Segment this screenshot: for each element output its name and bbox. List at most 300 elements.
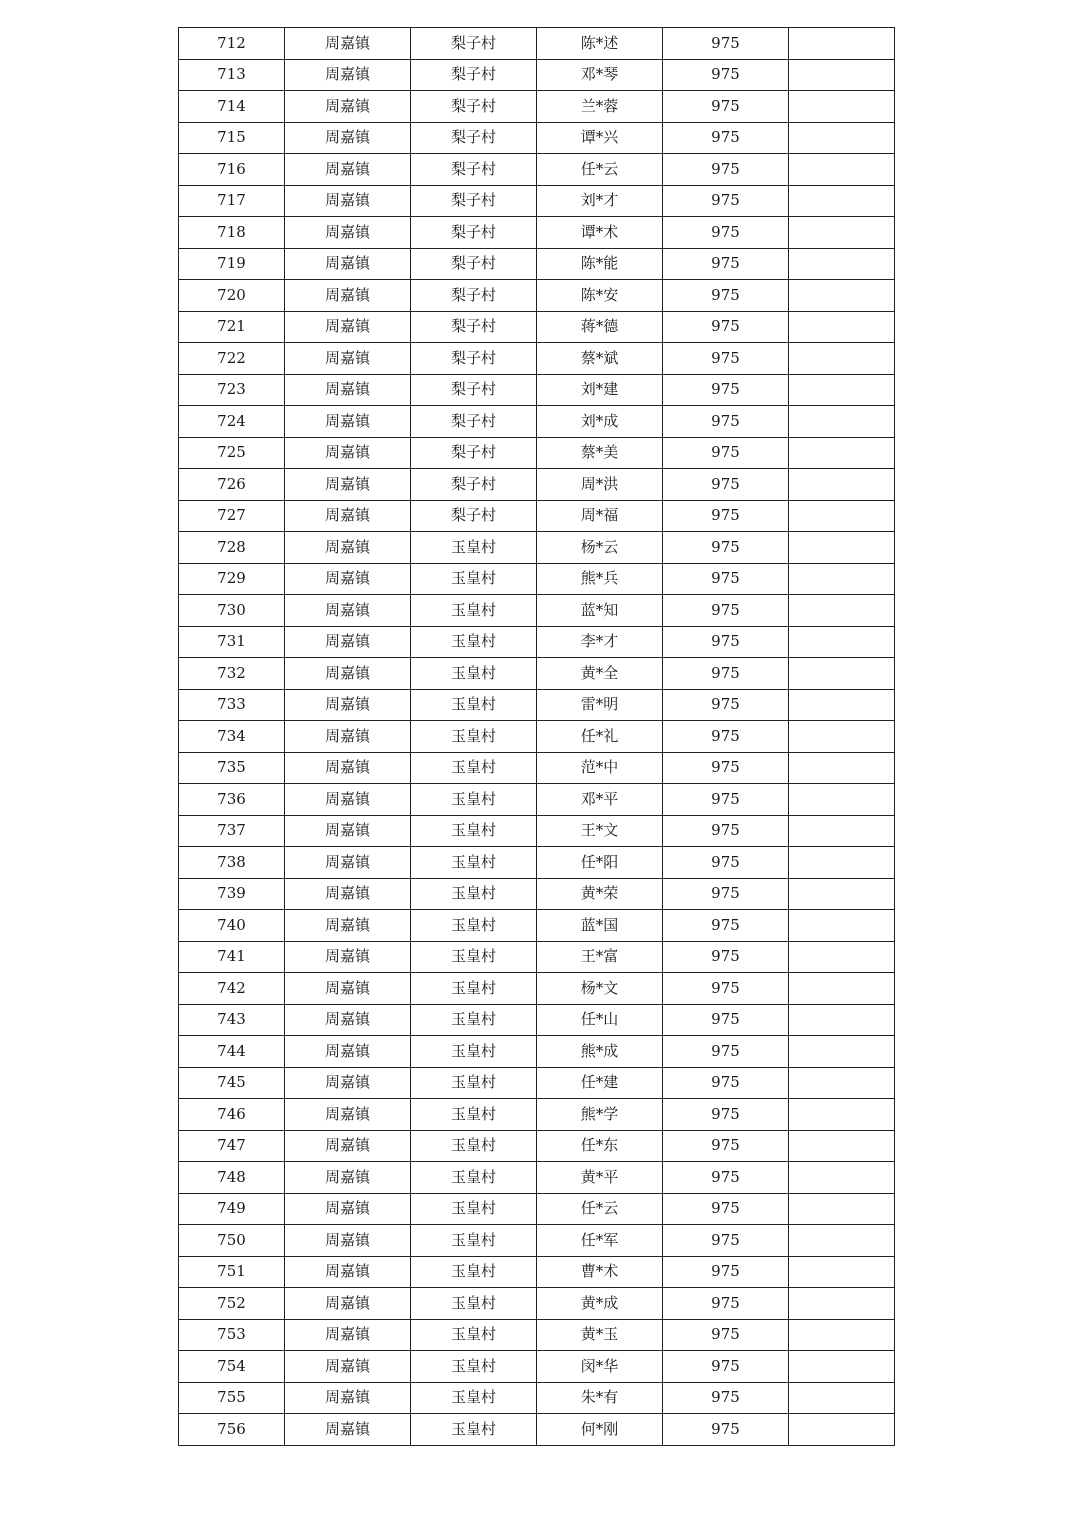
note-cell xyxy=(789,1414,895,1446)
name-cell: 蓝*国 xyxy=(537,910,663,942)
note-cell xyxy=(789,721,895,753)
town-cell: 周嘉镇 xyxy=(285,1067,411,1099)
table-row xyxy=(179,500,895,532)
note-cell xyxy=(789,626,895,658)
row-number-cell: 741 xyxy=(179,941,285,973)
table-row xyxy=(179,1414,895,1446)
table-row xyxy=(179,122,895,154)
note-cell xyxy=(789,437,895,469)
table-row xyxy=(179,406,895,438)
note-cell xyxy=(789,910,895,942)
table-row xyxy=(179,1193,895,1225)
village-cell: 梨子村 xyxy=(411,280,537,312)
name-cell: 蔡*美 xyxy=(537,437,663,469)
village-cell: 玉皇村 xyxy=(411,563,537,595)
name-cell: 刘*才 xyxy=(537,185,663,217)
table-row xyxy=(179,721,895,753)
row-number-cell: 747 xyxy=(179,1130,285,1162)
row-number-cell: 718 xyxy=(179,217,285,249)
table-row xyxy=(179,437,895,469)
name-cell: 任*礼 xyxy=(537,721,663,753)
table-row xyxy=(179,1099,895,1131)
name-cell: 杨*云 xyxy=(537,532,663,564)
town-cell: 周嘉镇 xyxy=(285,248,411,280)
village-cell: 玉皇村 xyxy=(411,941,537,973)
village-cell: 玉皇村 xyxy=(411,973,537,1005)
village-cell: 梨子村 xyxy=(411,59,537,91)
table-row xyxy=(179,752,895,784)
row-number-cell: 727 xyxy=(179,500,285,532)
amount-cell: 975 xyxy=(663,1004,789,1036)
row-number-cell: 736 xyxy=(179,784,285,816)
amount-cell: 975 xyxy=(663,752,789,784)
amount-cell: 975 xyxy=(663,500,789,532)
row-number-cell: 735 xyxy=(179,752,285,784)
row-number-cell: 738 xyxy=(179,847,285,879)
name-cell: 刘*成 xyxy=(537,406,663,438)
village-cell: 梨子村 xyxy=(411,28,537,60)
note-cell xyxy=(789,311,895,343)
table-row xyxy=(179,91,895,123)
name-cell: 蒋*德 xyxy=(537,311,663,343)
name-cell: 王*富 xyxy=(537,941,663,973)
name-cell: 黄*玉 xyxy=(537,1319,663,1351)
village-cell: 玉皇村 xyxy=(411,1130,537,1162)
town-cell: 周嘉镇 xyxy=(285,1382,411,1414)
amount-cell: 975 xyxy=(663,1130,789,1162)
note-cell xyxy=(789,1099,895,1131)
amount-cell: 975 xyxy=(663,28,789,60)
table-row xyxy=(179,1319,895,1351)
row-number-cell: 729 xyxy=(179,563,285,595)
note-cell xyxy=(789,1004,895,1036)
note-cell xyxy=(789,1036,895,1068)
note-cell xyxy=(789,185,895,217)
table-row xyxy=(179,1067,895,1099)
amount-cell: 975 xyxy=(663,1193,789,1225)
row-number-cell: 724 xyxy=(179,406,285,438)
note-cell xyxy=(789,658,895,690)
amount-cell: 975 xyxy=(663,1067,789,1099)
village-cell: 玉皇村 xyxy=(411,1004,537,1036)
town-cell: 周嘉镇 xyxy=(285,374,411,406)
table-row xyxy=(179,815,895,847)
note-cell xyxy=(789,280,895,312)
table-row xyxy=(179,185,895,217)
village-cell: 玉皇村 xyxy=(411,721,537,753)
table-row xyxy=(179,626,895,658)
row-number-cell: 713 xyxy=(179,59,285,91)
row-number-cell: 755 xyxy=(179,1382,285,1414)
village-cell: 玉皇村 xyxy=(411,1351,537,1383)
amount-cell: 975 xyxy=(663,563,789,595)
row-number-cell: 750 xyxy=(179,1225,285,1257)
town-cell: 周嘉镇 xyxy=(285,595,411,627)
note-cell xyxy=(789,374,895,406)
row-number-cell: 739 xyxy=(179,878,285,910)
roster-table-body xyxy=(179,28,895,1446)
town-cell: 周嘉镇 xyxy=(285,941,411,973)
town-cell: 周嘉镇 xyxy=(285,721,411,753)
amount-cell: 975 xyxy=(663,122,789,154)
village-cell: 玉皇村 xyxy=(411,626,537,658)
village-cell: 玉皇村 xyxy=(411,1225,537,1257)
town-cell: 周嘉镇 xyxy=(285,154,411,186)
town-cell: 周嘉镇 xyxy=(285,1036,411,1068)
name-cell: 陈*安 xyxy=(537,280,663,312)
table-row xyxy=(179,563,895,595)
amount-cell: 975 xyxy=(663,532,789,564)
row-number-cell: 731 xyxy=(179,626,285,658)
table-row xyxy=(179,1162,895,1194)
amount-cell: 975 xyxy=(663,1351,789,1383)
amount-cell: 975 xyxy=(663,311,789,343)
note-cell xyxy=(789,91,895,123)
village-cell: 梨子村 xyxy=(411,437,537,469)
amount-cell: 975 xyxy=(663,374,789,406)
note-cell xyxy=(789,500,895,532)
row-number-cell: 743 xyxy=(179,1004,285,1036)
name-cell: 周*洪 xyxy=(537,469,663,501)
note-cell xyxy=(789,595,895,627)
village-cell: 玉皇村 xyxy=(411,689,537,721)
name-cell: 王*文 xyxy=(537,815,663,847)
note-cell xyxy=(789,973,895,1005)
town-cell: 周嘉镇 xyxy=(285,1225,411,1257)
village-cell: 玉皇村 xyxy=(411,1099,537,1131)
amount-cell: 975 xyxy=(663,280,789,312)
note-cell xyxy=(789,752,895,784)
name-cell: 任*军 xyxy=(537,1225,663,1257)
table-row xyxy=(179,1225,895,1257)
village-cell: 梨子村 xyxy=(411,343,537,375)
town-cell: 周嘉镇 xyxy=(285,122,411,154)
town-cell: 周嘉镇 xyxy=(285,973,411,1005)
table-row xyxy=(179,469,895,501)
table-row xyxy=(179,847,895,879)
town-cell: 周嘉镇 xyxy=(285,406,411,438)
row-number-cell: 746 xyxy=(179,1099,285,1131)
table-row xyxy=(179,1351,895,1383)
village-cell: 玉皇村 xyxy=(411,1414,537,1446)
name-cell: 邓*平 xyxy=(537,784,663,816)
village-cell: 玉皇村 xyxy=(411,1036,537,1068)
town-cell: 周嘉镇 xyxy=(285,1351,411,1383)
note-cell xyxy=(789,1067,895,1099)
amount-cell: 975 xyxy=(663,1036,789,1068)
name-cell: 邓*琴 xyxy=(537,59,663,91)
town-cell: 周嘉镇 xyxy=(285,1288,411,1320)
name-cell: 黄*荣 xyxy=(537,878,663,910)
name-cell: 刘*建 xyxy=(537,374,663,406)
village-cell: 梨子村 xyxy=(411,185,537,217)
name-cell: 何*刚 xyxy=(537,1414,663,1446)
row-number-cell: 749 xyxy=(179,1193,285,1225)
amount-cell: 975 xyxy=(663,343,789,375)
town-cell: 周嘉镇 xyxy=(285,91,411,123)
village-cell: 梨子村 xyxy=(411,469,537,501)
amount-cell: 975 xyxy=(663,595,789,627)
note-cell xyxy=(789,59,895,91)
note-cell xyxy=(789,689,895,721)
name-cell: 任*东 xyxy=(537,1130,663,1162)
table-row xyxy=(179,311,895,343)
amount-cell: 975 xyxy=(663,878,789,910)
village-cell: 玉皇村 xyxy=(411,878,537,910)
town-cell: 周嘉镇 xyxy=(285,59,411,91)
town-cell: 周嘉镇 xyxy=(285,878,411,910)
name-cell: 曹*术 xyxy=(537,1256,663,1288)
village-cell: 梨子村 xyxy=(411,374,537,406)
table-row xyxy=(179,532,895,564)
town-cell: 周嘉镇 xyxy=(285,185,411,217)
row-number-cell: 744 xyxy=(179,1036,285,1068)
row-number-cell: 740 xyxy=(179,910,285,942)
amount-cell: 975 xyxy=(663,658,789,690)
row-number-cell: 722 xyxy=(179,343,285,375)
amount-cell: 975 xyxy=(663,941,789,973)
village-cell: 梨子村 xyxy=(411,154,537,186)
town-cell: 周嘉镇 xyxy=(285,1256,411,1288)
table-row xyxy=(179,1036,895,1068)
name-cell: 黄*全 xyxy=(537,658,663,690)
amount-cell: 975 xyxy=(663,1162,789,1194)
town-cell: 周嘉镇 xyxy=(285,1004,411,1036)
row-number-cell: 719 xyxy=(179,248,285,280)
row-number-cell: 723 xyxy=(179,374,285,406)
amount-cell: 975 xyxy=(663,721,789,753)
town-cell: 周嘉镇 xyxy=(285,437,411,469)
table-row xyxy=(179,689,895,721)
village-cell: 玉皇村 xyxy=(411,1382,537,1414)
table-row xyxy=(179,1130,895,1162)
amount-cell: 975 xyxy=(663,406,789,438)
village-cell: 玉皇村 xyxy=(411,532,537,564)
note-cell xyxy=(789,1130,895,1162)
row-number-cell: 732 xyxy=(179,658,285,690)
note-cell xyxy=(789,217,895,249)
town-cell: 周嘉镇 xyxy=(285,626,411,658)
town-cell: 周嘉镇 xyxy=(285,1130,411,1162)
name-cell: 杨*文 xyxy=(537,973,663,1005)
note-cell xyxy=(789,1382,895,1414)
row-number-cell: 748 xyxy=(179,1162,285,1194)
name-cell: 兰*蓉 xyxy=(537,91,663,123)
row-number-cell: 728 xyxy=(179,532,285,564)
town-cell: 周嘉镇 xyxy=(285,1099,411,1131)
table-row xyxy=(179,28,895,60)
town-cell: 周嘉镇 xyxy=(285,689,411,721)
note-cell xyxy=(789,1162,895,1194)
row-number-cell: 715 xyxy=(179,122,285,154)
row-number-cell: 721 xyxy=(179,311,285,343)
town-cell: 周嘉镇 xyxy=(285,784,411,816)
note-cell xyxy=(789,1256,895,1288)
village-cell: 梨子村 xyxy=(411,311,537,343)
row-number-cell: 730 xyxy=(179,595,285,627)
note-cell xyxy=(789,941,895,973)
village-cell: 玉皇村 xyxy=(411,1193,537,1225)
row-number-cell: 716 xyxy=(179,154,285,186)
note-cell xyxy=(789,1319,895,1351)
name-cell: 闵*华 xyxy=(537,1351,663,1383)
row-number-cell: 756 xyxy=(179,1414,285,1446)
village-cell: 玉皇村 xyxy=(411,815,537,847)
amount-cell: 975 xyxy=(663,1256,789,1288)
amount-cell: 975 xyxy=(663,1319,789,1351)
table-row xyxy=(179,1288,895,1320)
table-row xyxy=(179,941,895,973)
note-cell xyxy=(789,1288,895,1320)
name-cell: 蓝*知 xyxy=(537,595,663,627)
row-number-cell: 734 xyxy=(179,721,285,753)
village-cell: 梨子村 xyxy=(411,406,537,438)
roster-table xyxy=(178,27,895,1446)
table-row xyxy=(179,374,895,406)
name-cell: 熊*成 xyxy=(537,1036,663,1068)
name-cell: 熊*学 xyxy=(537,1099,663,1131)
town-cell: 周嘉镇 xyxy=(285,1414,411,1446)
name-cell: 朱*有 xyxy=(537,1382,663,1414)
name-cell: 蔡*斌 xyxy=(537,343,663,375)
note-cell xyxy=(789,815,895,847)
town-cell: 周嘉镇 xyxy=(285,280,411,312)
town-cell: 周嘉镇 xyxy=(285,1319,411,1351)
name-cell: 任*山 xyxy=(537,1004,663,1036)
row-number-cell: 714 xyxy=(179,91,285,123)
name-cell: 范*中 xyxy=(537,752,663,784)
row-number-cell: 712 xyxy=(179,28,285,60)
name-cell: 任*建 xyxy=(537,1067,663,1099)
town-cell: 周嘉镇 xyxy=(285,658,411,690)
table-row xyxy=(179,595,895,627)
note-cell xyxy=(789,122,895,154)
village-cell: 梨子村 xyxy=(411,122,537,154)
amount-cell: 975 xyxy=(663,689,789,721)
town-cell: 周嘉镇 xyxy=(285,311,411,343)
table-row xyxy=(179,248,895,280)
table-row xyxy=(179,343,895,375)
row-number-cell: 742 xyxy=(179,973,285,1005)
note-cell xyxy=(789,847,895,879)
village-cell: 玉皇村 xyxy=(411,1162,537,1194)
amount-cell: 975 xyxy=(663,1099,789,1131)
town-cell: 周嘉镇 xyxy=(285,469,411,501)
row-number-cell: 745 xyxy=(179,1067,285,1099)
amount-cell: 975 xyxy=(663,91,789,123)
note-cell xyxy=(789,1193,895,1225)
amount-cell: 975 xyxy=(663,59,789,91)
table-row xyxy=(179,878,895,910)
row-number-cell: 725 xyxy=(179,437,285,469)
name-cell: 任*阳 xyxy=(537,847,663,879)
note-cell xyxy=(789,532,895,564)
row-number-cell: 717 xyxy=(179,185,285,217)
amount-cell: 975 xyxy=(663,1288,789,1320)
amount-cell: 975 xyxy=(663,973,789,1005)
row-number-cell: 752 xyxy=(179,1288,285,1320)
table-row xyxy=(179,154,895,186)
town-cell: 周嘉镇 xyxy=(285,532,411,564)
town-cell: 周嘉镇 xyxy=(285,1193,411,1225)
amount-cell: 975 xyxy=(663,217,789,249)
village-cell: 玉皇村 xyxy=(411,1288,537,1320)
note-cell xyxy=(789,1351,895,1383)
row-number-cell: 720 xyxy=(179,280,285,312)
amount-cell: 975 xyxy=(663,1382,789,1414)
note-cell xyxy=(789,469,895,501)
village-cell: 玉皇村 xyxy=(411,1256,537,1288)
village-cell: 玉皇村 xyxy=(411,847,537,879)
row-number-cell: 751 xyxy=(179,1256,285,1288)
table-row xyxy=(179,973,895,1005)
row-number-cell: 754 xyxy=(179,1351,285,1383)
name-cell: 黄*成 xyxy=(537,1288,663,1320)
note-cell xyxy=(789,28,895,60)
amount-cell: 975 xyxy=(663,847,789,879)
town-cell: 周嘉镇 xyxy=(285,910,411,942)
name-cell: 任*云 xyxy=(537,1193,663,1225)
amount-cell: 975 xyxy=(663,910,789,942)
amount-cell: 975 xyxy=(663,1414,789,1446)
note-cell xyxy=(789,248,895,280)
note-cell xyxy=(789,784,895,816)
note-cell xyxy=(789,406,895,438)
table-row xyxy=(179,1256,895,1288)
town-cell: 周嘉镇 xyxy=(285,217,411,249)
name-cell: 黄*平 xyxy=(537,1162,663,1194)
table-row xyxy=(179,59,895,91)
table-row xyxy=(179,217,895,249)
town-cell: 周嘉镇 xyxy=(285,815,411,847)
name-cell: 李*才 xyxy=(537,626,663,658)
town-cell: 周嘉镇 xyxy=(285,752,411,784)
row-number-cell: 726 xyxy=(179,469,285,501)
row-number-cell: 737 xyxy=(179,815,285,847)
amount-cell: 975 xyxy=(663,815,789,847)
village-cell: 梨子村 xyxy=(411,248,537,280)
name-cell: 谭*兴 xyxy=(537,122,663,154)
town-cell: 周嘉镇 xyxy=(285,563,411,595)
amount-cell: 975 xyxy=(663,437,789,469)
name-cell: 陈*述 xyxy=(537,28,663,60)
row-number-cell: 753 xyxy=(179,1319,285,1351)
amount-cell: 975 xyxy=(663,248,789,280)
amount-cell: 975 xyxy=(663,154,789,186)
town-cell: 周嘉镇 xyxy=(285,847,411,879)
village-cell: 玉皇村 xyxy=(411,595,537,627)
village-cell: 玉皇村 xyxy=(411,784,537,816)
table-row xyxy=(179,280,895,312)
name-cell: 任*云 xyxy=(537,154,663,186)
town-cell: 周嘉镇 xyxy=(285,1162,411,1194)
row-number-cell: 733 xyxy=(179,689,285,721)
town-cell: 周嘉镇 xyxy=(285,28,411,60)
name-cell: 熊*兵 xyxy=(537,563,663,595)
table-row xyxy=(179,658,895,690)
village-cell: 玉皇村 xyxy=(411,658,537,690)
amount-cell: 975 xyxy=(663,784,789,816)
name-cell: 谭*术 xyxy=(537,217,663,249)
table-row xyxy=(179,784,895,816)
amount-cell: 975 xyxy=(663,185,789,217)
village-cell: 玉皇村 xyxy=(411,1067,537,1099)
village-cell: 玉皇村 xyxy=(411,1319,537,1351)
note-cell xyxy=(789,154,895,186)
table-row xyxy=(179,910,895,942)
name-cell: 雷*明 xyxy=(537,689,663,721)
table-row xyxy=(179,1004,895,1036)
